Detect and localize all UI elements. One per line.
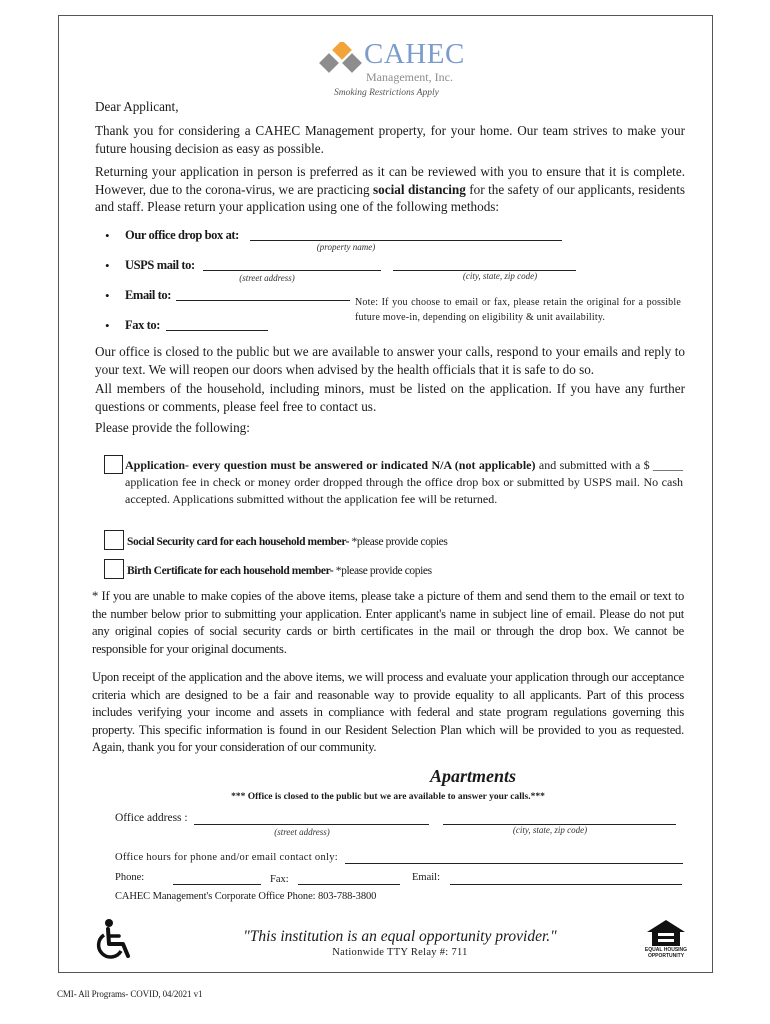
office-street-sublabel: (street address) [274,827,330,837]
wheelchair-accessible-icon [95,918,135,962]
fax-field[interactable] [166,330,268,331]
drop-box-sublabel: (property name) [316,242,376,252]
application-bold: Application- every question must be answered or indicated N/A (not applicable) [125,458,536,472]
fax-footer-field[interactable] [298,884,400,885]
office-hours-field[interactable] [345,863,683,864]
email-footer-label: Email: [412,872,440,883]
retain-note: Note: If you choose to email or fax, please retain the original for a possible future move-in, depending on eligibility & unit availability. [355,297,681,323]
drop-box-label: Our office drop box at: [125,228,239,242]
bullet-icon: • [105,258,110,273]
greeting: Dear Applicant, [95,99,179,114]
logo-mark-icon [314,42,362,82]
paragraph-return-methods [95,163,685,216]
apartments-heading: Apartments [429,766,517,786]
p2-bold: social distancing [373,181,466,197]
equal-housing-logo [645,918,687,960]
office-street-field[interactable] [194,824,429,825]
bullet-icon: • [105,228,110,243]
logo-name: CAHEC [364,38,465,70]
checkbox-birth-certificate[interactable] [104,559,124,579]
p2-part1: Returning your application in person is preferred as it can be reviewed with you to ensure that it is complete. However, due to the corona-virus, we are practicing [95,164,685,197]
logo-subtitle: Management, Inc. [366,70,453,84]
birth-bold: Birth Certificate for each household member- [127,565,334,577]
cahec-logo [314,40,474,90]
birth-rest: *please provide copies [333,565,432,577]
ssn-bold: Social Security card for each household member- [127,536,350,548]
application-rest: and submitted with a $ _____ application fee in check or money order dropped through the office drop box or submitted by USPS mail. No cash accepted. Applications submitted without the application fee will be returned. [125,458,684,506]
usps-city-sublabel: (city, state, zip code) [462,271,538,281]
closed-notice: *** Office is closed to the public but we are available to answer your calls.*** [231,792,545,802]
usps-street-sublabel: (street address) [239,273,295,283]
checklist-social-security [127,536,447,548]
checkbox-application[interactable] [104,455,123,474]
email-field[interactable] [176,300,350,301]
house-icon [645,918,687,948]
drop-box-field[interactable] [250,240,562,241]
tagline: Smoking Restrictions Apply [334,88,439,98]
phone-field[interactable] [173,884,261,885]
email-footer-field[interactable] [450,884,682,885]
office-hours-label: Office hours for phone and/or email contact only: [115,852,338,863]
tty-relay: Nationwide TTY Relay #: 711 [332,947,468,958]
fax-label: Fax to: [125,318,161,332]
bullet-icon: • [105,318,110,333]
p2-part2: for the safety of our applicants, residents and staff. Please return your application using one of the following methods: [95,181,685,214]
usps-label: USPS mail to: [125,258,195,272]
paragraph-household: All members of the household, including minors, must be listed on the application. If you have any further questions or comments, please feel free to contact us. [95,381,685,414]
equal-opportunity-statement: "This institution is an equal opportunity provider." [243,928,557,945]
checklist-application [125,457,683,507]
checkbox-social-security[interactable] [104,530,124,550]
paragraph-intro: Thank you for considering a CAHEC Management property, for your home. Our team strives to make your future housing decision as easy as possible. [95,123,685,156]
eho-line-2: OPPORTUNITY [647,953,685,959]
paragraph-office-closed: Our office is closed to the public but we are available to answer your calls, respond to your emails and reply to your text. We will reopen our doors when advised by the health officials that it is safe to do so. [95,344,685,377]
corporate-phone: CAHEC Management's Corporate Office Phone: 803-788-3800 [115,891,377,902]
ssn-rest: *please provide copies [349,536,448,548]
fax-footer-label: Fax: [270,874,289,885]
email-label: Email to: [125,288,172,302]
form-id: CMI- All Programs- COVID, 04/2021 v1 [57,989,203,999]
checklist-birth-certificate [127,565,432,577]
phone-label: Phone: [115,872,145,883]
office-address-label: Office address : [115,812,188,824]
paragraph-copies: * If you are unable to make copies of the above items, please take a picture of them and send them to the email or text to the number below prior to submitting your application. Enter applicant's name in subject line of email. Please do not put any original copies of social security cards or birth certificates in the mail or through the drop box. We cannot be responsible for your original documents. [92,589,684,656]
paragraph-processing: Upon receipt of the application and the above items, we will process and evaluate your application through our acceptance criteria which are designed to be a fair and reasonable way to provide equality to all applicants. Part of this process includes verifying your income and assets in compliance with federal and state program regulations governing this property. This specific information is found in our Resident Selection Plan which will be provided to you as requested. Again, thank you for your consideration of our community. [92,670,684,754]
paragraph-provide: Please provide the following: [95,420,250,435]
usps-street-field[interactable] [203,270,381,271]
bullet-icon: • [105,288,110,303]
eho-line-1: EQUAL HOUSING [644,947,688,953]
office-city-sublabel: (city, state, zip code) [512,825,588,835]
